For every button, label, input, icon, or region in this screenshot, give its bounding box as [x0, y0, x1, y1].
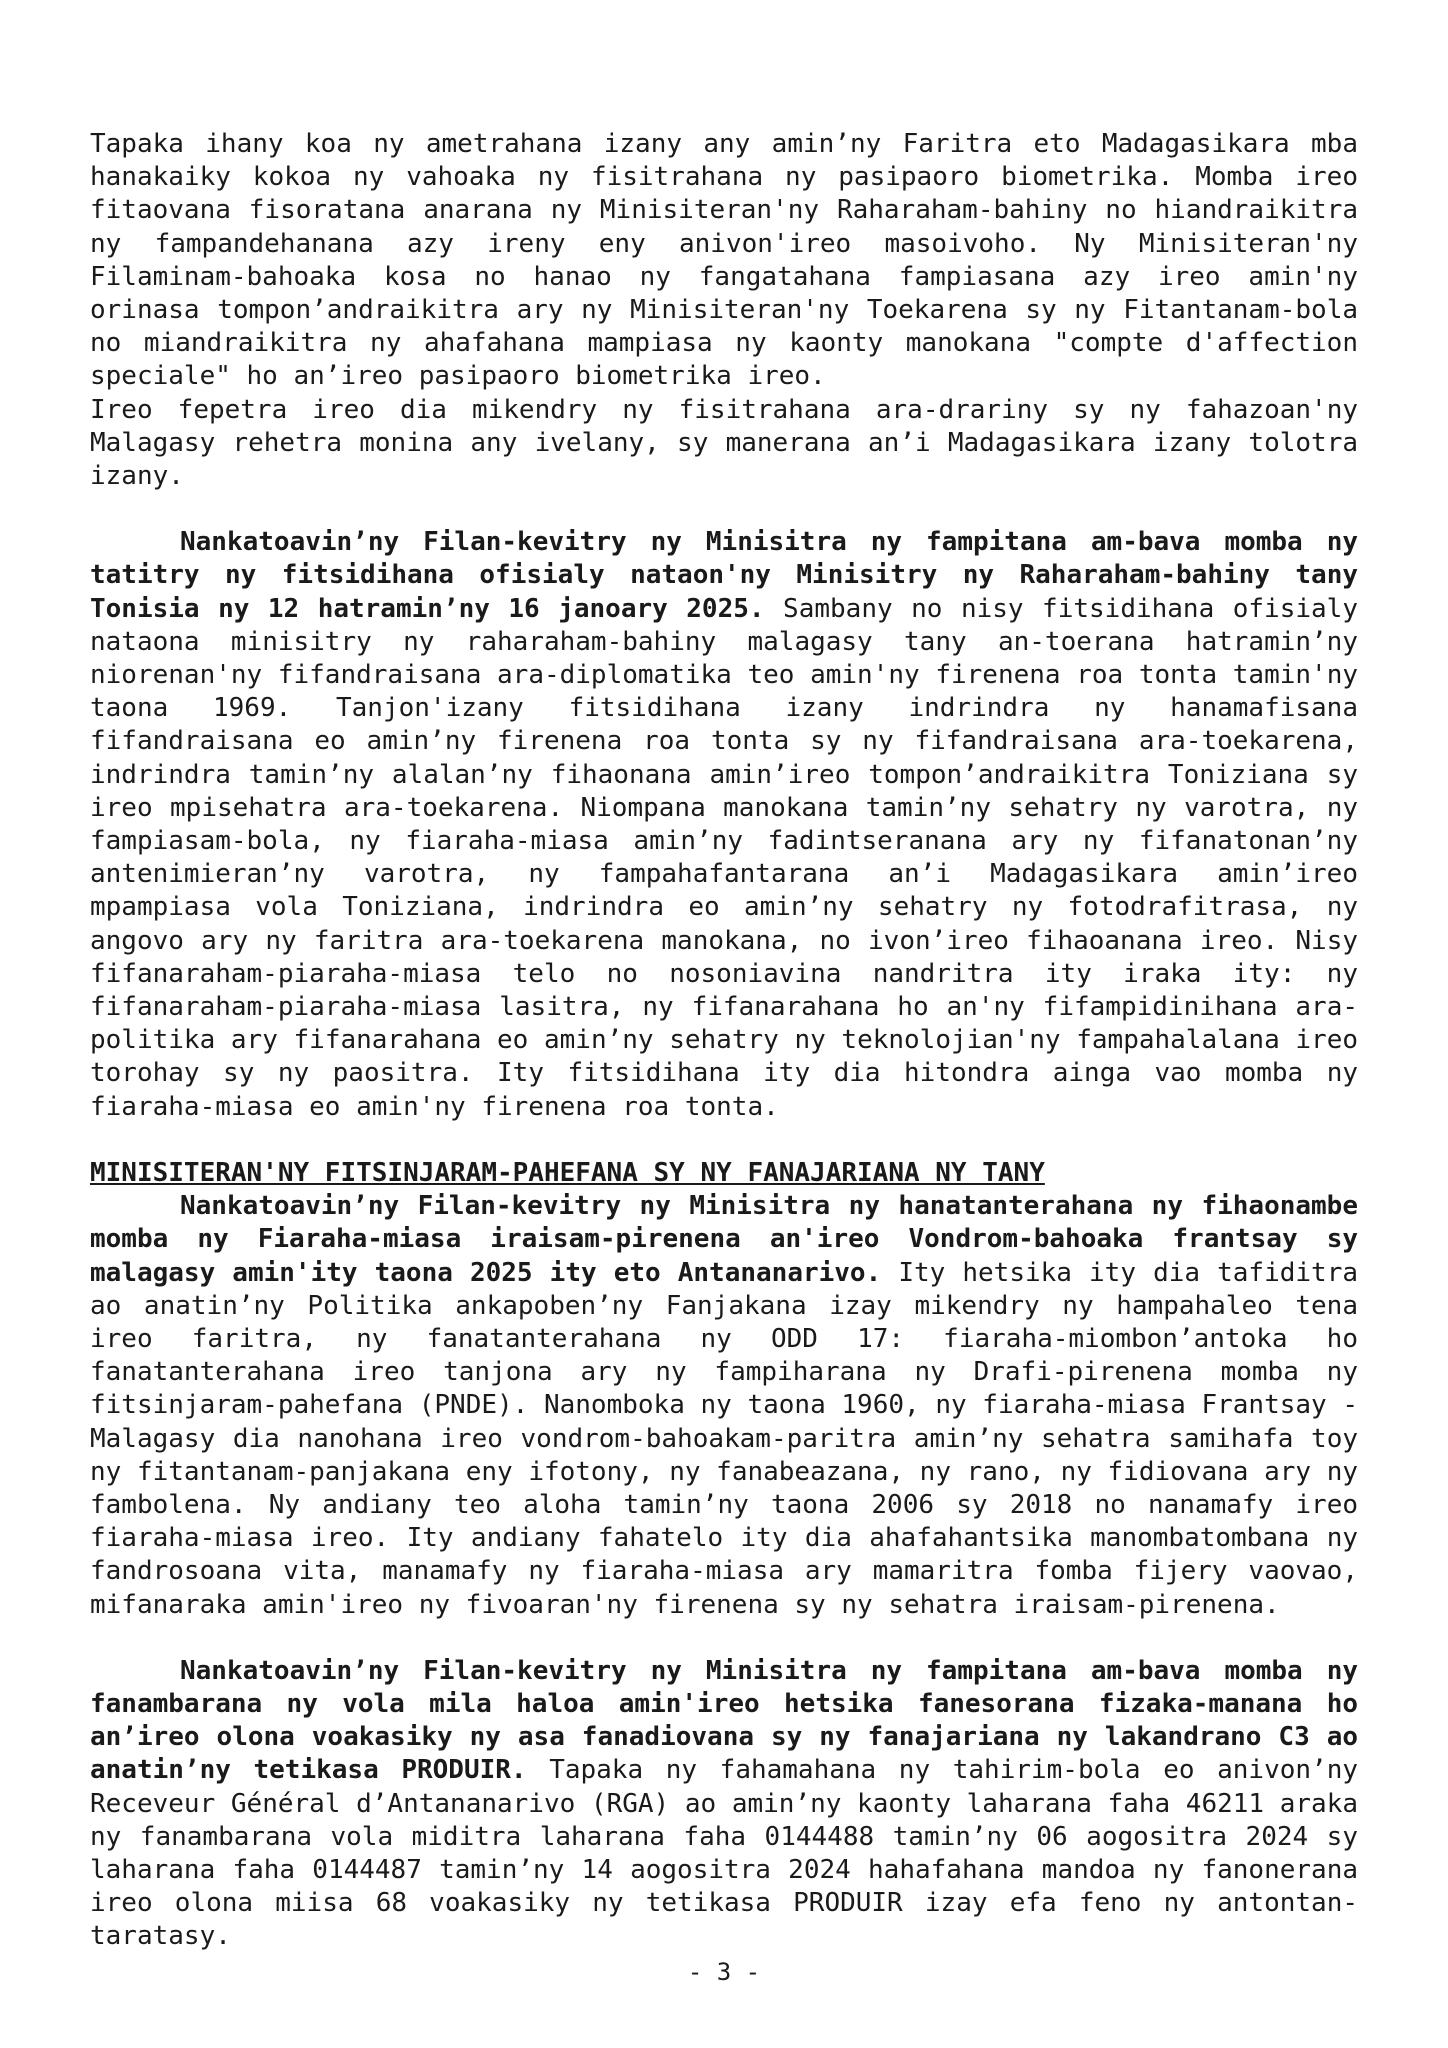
paragraph-cooperation-conference-lead: Nankatoavin’ny Filan-kevitry ny Minisitra ny hanatanterahana ny fihaonambe momba ny Fiaraha-miasa iraisam-pirenena an'ireo Vondrom-bahoaka frantsay sy malagasy amin'ity taona 2025 ity eto Antananarivo.: [90, 1191, 1358, 1288]
paragraph-cooperation-conference-body: Ity hetsika ity dia tafiditra ao anatin’ny Politika ankapoben’ny Fanjakana izay mikendry ny hampahaleo tena ireo faritra, ny fanatanterahana ny ODD 17: fiaraha-miombon’antoka ho fanatanterahana ireo tanjona ary ny fampiharana ny Drafi-pirenena momba ny fitsinjaram-pahefana (PNDE). Nanomboka ny taona 1960, ny fiaraha-miasa Frantsay - Malagasy dia nanohana ireo vondrom-bahoakam-paritra amin’ny sehatra samihafa toy ny fitantanam-panjakana eny ifotony, ny fanabeazana, ny rano, ny fidiovana ary ny fambolena. Ny andiany teo aloha tamin’ny taona 2006 sy 2018 no nanamafy ireo fiaraha-miasa ireo. Ity andiany fahatelo ity dia ahafahantsika manombatombana ny fandrosoana vita, manamafy ny fiaraha-miasa ary mamaritra fomba fijery vaovao, mifanaraka amin'ireo ny fivoaran'ny firenena sy ny sehatra iraisam-pirenena.: [90, 1257, 1358, 1620]
document-page: [90, 128, 1358, 1954]
paragraph-tunisia-visit-body: Sambany no nisy fitsidihana ofisialy nataona minisitry ny raharaham-bahiny malagasy tany an-toerana hatramin’ny niorenan'ny fifandraisana ara-diplomatika teo amin'ny firenena roa tonta tamin'ny taona 1969. Tanjon'izany fitsidihana izany indrindra ny hanamafisana fifandraisana eo amin’ny firenena roa tonta sy ny fifandraisana ara-toekarena, indrindra tamin’ny alalan’ny fihaonana amin’ireo tompon’andraikitra Toniziana sy ireo mpisehatra ara-toekarena. Niompana manokana tamin’ny sehatry ny varotra, ny fampiasam-bola, ny fiaraha-miasa amin’ny fadintseranana ary ny fifanatonan’ny antenimieran’ny varotra, ny fampahafantarana an’i Madagasikara amin’ireo mpampiasa vola Toniziana, indrindra eo amin’ny sehatry ny fotodrafitrasa, ny angovo ary ny faritra ara-toekarena manokana, no ivon’ireo fihaoanana ireo. Nisy fifanaraham-piaraha-miasa telo no nosoniavina nandritra ity iraka ity: ny fifanaraham-piaraha-miasa lasitra, ny fifanarahana ho an'ny fifampidinihana ara-politika ary fifanarahana eo amin’ny sehatry ny teknolojian'ny fampahalalana ireo torohay sy ny paositra. Ity fitsidihana ity dia hitondra ainga vao momba ny fiaraha-miasa eo amin'ny firenena roa tonta.: [90, 593, 1358, 1122]
paragraph-passport-equity: Ireo fepetra ireo dia mikendry ny fisitrahana ara-drariny sy ny fahazoan'ny Malagasy rehetra monina any ivelany, sy manerana an’i Madagasikara izany tolotra izany.: [90, 394, 1358, 492]
paragraph-produir-compensation-body: Tapaka ny fahamahana ny tahirim-bola eo anivon’ny Receveur Général d’Antananarivo (RGA) ao amin’ny kaonty laharana faha 46211 araka ny fanambarana vola miditra laharana faha 0144488 tamin’ny 06 aogositra 2024 sy laharana faha 0144487 tamin’ny 14 aogositra 2024 hahafahana mandoa ny fanonerana ireo olona miisa 68 voakasiky ny tetikasa PRODUIR izay efa feno ny antontan-taratasy.: [90, 1755, 1359, 1952]
paragraph-cooperation-conference: [90, 1190, 1358, 1622]
paragraph-produir-compensation-lead: Nankatoavin’ny Filan-kevitry ny Minisitra ny fampitana am-bava momba ny fanambarana ny vola mila haloa amin'ireo hetsika fanesorana fizaka-manana ho an’ireo olona voakasiky ny asa fanadiovana sy ny fanajariana ny lakandrano C3 ao anatin’ny tetikasa PRODUIR.: [90, 1655, 1358, 1786]
paragraph-tunisia-visit-lead: Nankatoavin’ny Filan-kevitry ny Minisitra ny fampitana am-bava momba ny tatitry ny fitsidihana ofisialy nataon'ny Minisitry ny Raharaham-bahiny tany Tonisia ny 12 hatramin’ny 16 janoary 2025.: [90, 527, 1358, 624]
spacer: [90, 1622, 1358, 1655]
section-heading-decentralization: MINISITERAN'NY FITSINJARAM-PAHEFANA SY NY FANAJARIANA NY TANY: [90, 1157, 1045, 1188]
page-number: - 3 -: [687, 1958, 761, 1986]
paragraph-produir-compensation: [90, 1655, 1358, 1954]
paragraph-tunisia-visit: [90, 526, 1358, 1124]
spacer: [90, 493, 1358, 526]
spacer: [90, 1124, 1358, 1157]
paragraph-passport-regions: Tapaka ihany koa ny ametrahana izany any amin’ny Faritra eto Madagasikara mba hanakaiky kokoa ny vahoaka ny fisitrahana ny pasipaoro biometrika. Momba ireo fitaovana fisoratana anarana ny Minisiteran'ny Raharaham-bahiny no hiandraikitra ny fampandehanana azy ireny eny anivon'ireo masoivoho. Ny Minisiteran'ny Filaminam-bahoaka kosa no hanao ny fangatahana fampiasana azy ireo amin'ny orinasa tompon’andraikitra ary ny Minisiteran'ny Toekarena sy ny Fitantanam-bola no miandraikitra ny ahafahana mampiasa ny kaonty manokana "compte d'affection speciale" ho an’ireo pasipaoro biometrika ireo.: [90, 129, 1358, 392]
